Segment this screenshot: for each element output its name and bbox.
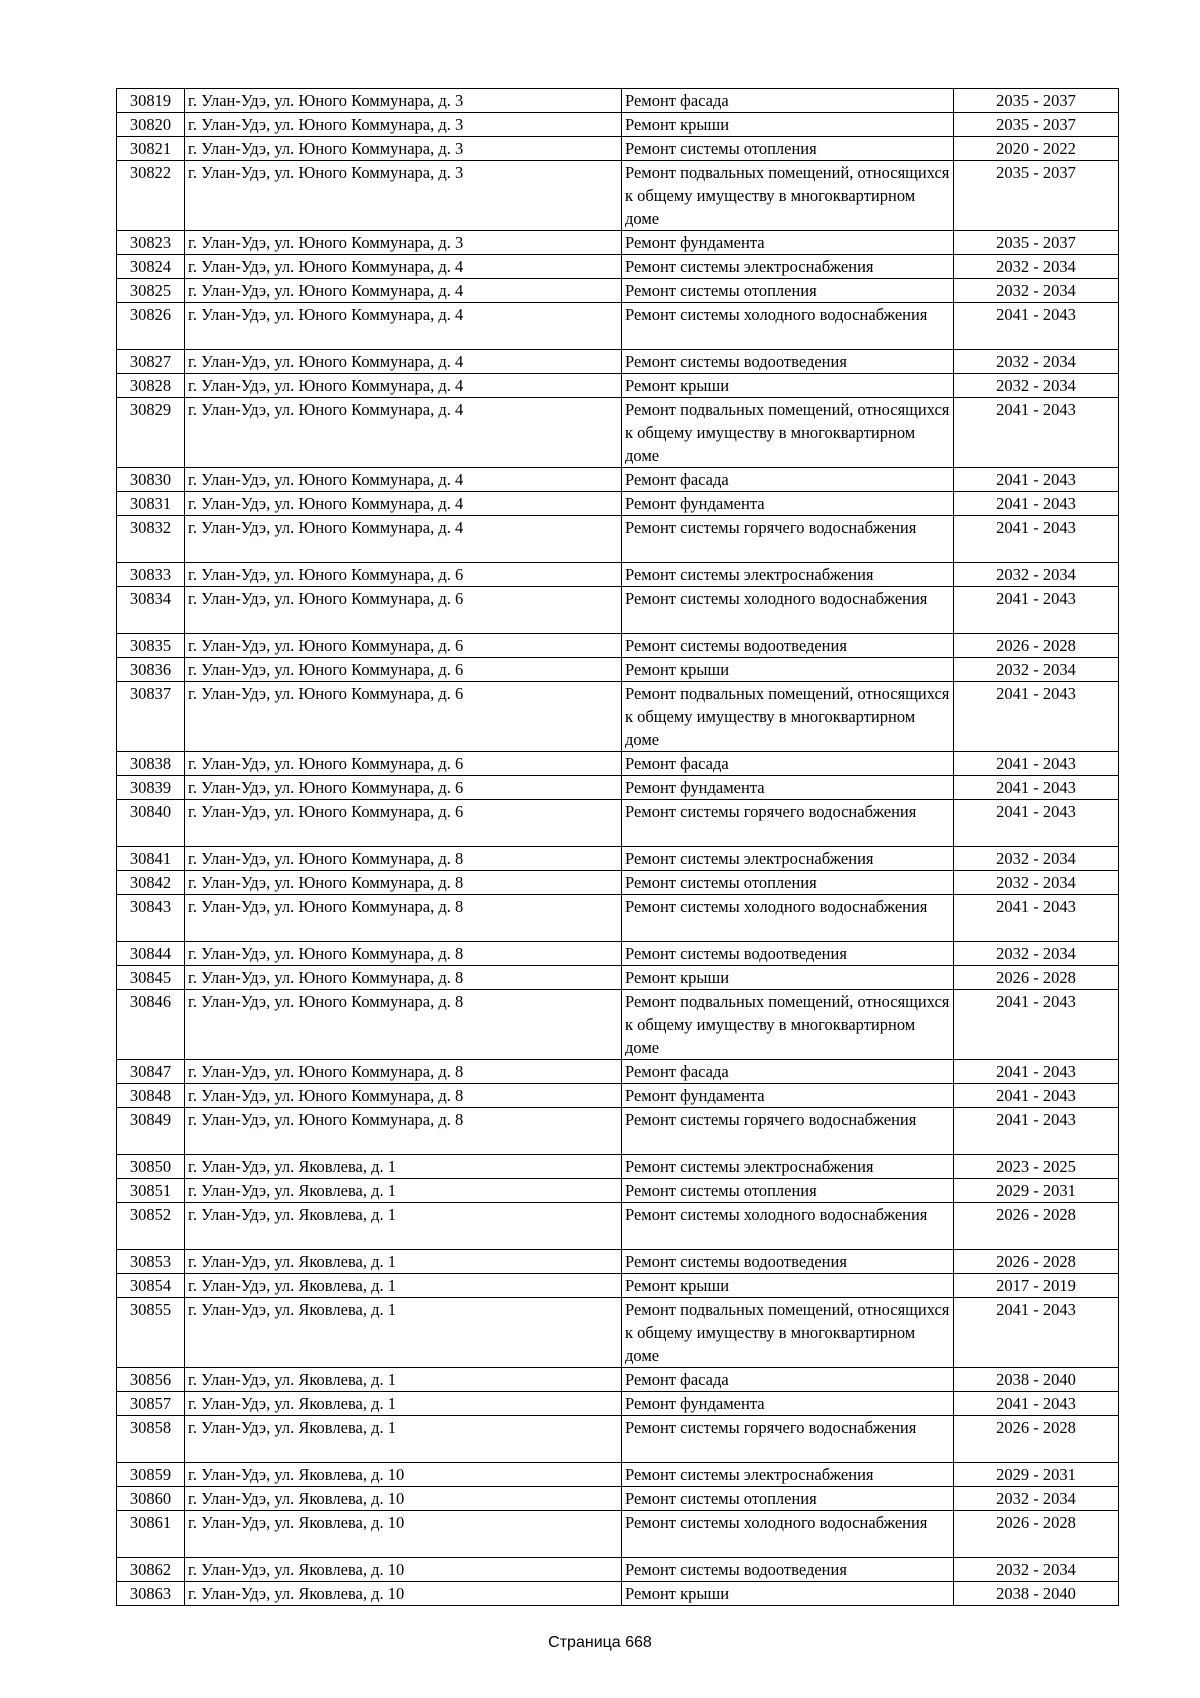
work-type-cell: Ремонт крыши bbox=[622, 966, 954, 990]
period-cell: 2041 - 2043 bbox=[954, 1108, 1119, 1155]
table-row bbox=[117, 587, 1119, 634]
work-type-cell: Ремонт системы водоотведения bbox=[622, 350, 954, 374]
address-cell: г. Улан-Удэ, ул. Яковлева, д. 1 bbox=[185, 1179, 622, 1203]
address-cell: г. Улан-Удэ, ул. Яковлева, д. 1 bbox=[185, 1250, 622, 1274]
work-type-cell: Ремонт системы водоотведения bbox=[622, 1558, 954, 1582]
table-row bbox=[117, 492, 1119, 516]
table-row bbox=[117, 398, 1119, 468]
table-row bbox=[117, 800, 1119, 847]
work-type-cell: Ремонт фундамента bbox=[622, 492, 954, 516]
table-row bbox=[117, 1368, 1119, 1392]
table-row bbox=[117, 990, 1119, 1060]
address-cell: г. Улан-Удэ, ул. Юного Коммунара, д. 3 bbox=[185, 137, 622, 161]
work-type-cell: Ремонт крыши bbox=[622, 1582, 954, 1606]
period-cell: 2041 - 2043 bbox=[954, 752, 1119, 776]
address-cell: г. Улан-Удэ, ул. Юного Коммунара, д. 4 bbox=[185, 255, 622, 279]
address-cell: г. Улан-Удэ, ул. Юного Коммунара, д. 8 bbox=[185, 871, 622, 895]
address-cell: г. Улан-Удэ, ул. Яковлева, д. 1 bbox=[185, 1155, 622, 1179]
row-number-cell: 30821 bbox=[117, 137, 185, 161]
work-type-cell: Ремонт подвальных помещений, относящихся к общему имуществу в многоквартирном доме bbox=[622, 682, 954, 752]
address-cell: г. Улан-Удэ, ул. Яковлева, д. 10 bbox=[185, 1558, 622, 1582]
period-cell: 2035 - 2037 bbox=[954, 231, 1119, 255]
address-cell: г. Улан-Удэ, ул. Юного Коммунара, д. 8 bbox=[185, 990, 622, 1060]
row-number-cell: 30853 bbox=[117, 1250, 185, 1274]
address-cell: г. Улан-Удэ, ул. Яковлева, д. 10 bbox=[185, 1487, 622, 1511]
work-type-cell: Ремонт системы горячего водоснабжения bbox=[622, 516, 954, 563]
work-type-cell: Ремонт фасада bbox=[622, 1060, 954, 1084]
table-row bbox=[117, 1179, 1119, 1203]
period-cell: 2026 - 2028 bbox=[954, 1250, 1119, 1274]
period-cell: 2026 - 2028 bbox=[954, 1416, 1119, 1463]
address-cell: г. Улан-Удэ, ул. Юного Коммунара, д. 6 bbox=[185, 682, 622, 752]
work-type-cell: Ремонт системы водоотведения bbox=[622, 942, 954, 966]
address-cell: г. Улан-Удэ, ул. Юного Коммунара, д. 6 bbox=[185, 752, 622, 776]
address-cell: г. Улан-Удэ, ул. Яковлева, д. 10 bbox=[185, 1463, 622, 1487]
table-body bbox=[117, 89, 1119, 1606]
table-row bbox=[117, 942, 1119, 966]
row-number-cell: 30822 bbox=[117, 161, 185, 231]
address-cell: г. Улан-Удэ, ул. Яковлева, д. 1 bbox=[185, 1368, 622, 1392]
table-row bbox=[117, 1060, 1119, 1084]
table-row bbox=[117, 303, 1119, 350]
address-cell: г. Улан-Удэ, ул. Юного Коммунара, д. 8 bbox=[185, 1060, 622, 1084]
period-cell: 2032 - 2034 bbox=[954, 350, 1119, 374]
period-cell: 2026 - 2028 bbox=[954, 634, 1119, 658]
period-cell: 2029 - 2031 bbox=[954, 1179, 1119, 1203]
period-cell: 2032 - 2034 bbox=[954, 942, 1119, 966]
table-row bbox=[117, 682, 1119, 752]
row-number-cell: 30836 bbox=[117, 658, 185, 682]
row-number-cell: 30819 bbox=[117, 89, 185, 113]
period-cell: 2041 - 2043 bbox=[954, 1298, 1119, 1368]
work-type-cell: Ремонт системы отопления bbox=[622, 871, 954, 895]
table-row bbox=[117, 1084, 1119, 1108]
row-number-cell: 30848 bbox=[117, 1084, 185, 1108]
work-type-cell: Ремонт системы электроснабжения bbox=[622, 563, 954, 587]
address-cell: г. Улан-Удэ, ул. Юного Коммунара, д. 4 bbox=[185, 350, 622, 374]
row-number-cell: 30850 bbox=[117, 1155, 185, 1179]
table-row bbox=[117, 468, 1119, 492]
row-number-cell: 30863 bbox=[117, 1582, 185, 1606]
address-cell: г. Улан-Удэ, ул. Яковлева, д. 1 bbox=[185, 1203, 622, 1250]
period-cell: 2032 - 2034 bbox=[954, 1487, 1119, 1511]
work-type-cell: Ремонт фундамента bbox=[622, 776, 954, 800]
table-row bbox=[117, 1463, 1119, 1487]
address-cell: г. Улан-Удэ, ул. Юного Коммунара, д. 8 bbox=[185, 1108, 622, 1155]
work-type-cell: Ремонт системы отопления bbox=[622, 1487, 954, 1511]
work-type-cell: Ремонт крыши bbox=[622, 374, 954, 398]
table-row bbox=[117, 1392, 1119, 1416]
period-cell: 2041 - 2043 bbox=[954, 1392, 1119, 1416]
period-cell: 2035 - 2037 bbox=[954, 113, 1119, 137]
table-row bbox=[117, 1416, 1119, 1463]
address-cell: г. Улан-Удэ, ул. Юного Коммунара, д. 6 bbox=[185, 563, 622, 587]
table-row bbox=[117, 563, 1119, 587]
address-cell: г. Улан-Удэ, ул. Юного Коммунара, д. 6 bbox=[185, 587, 622, 634]
row-number-cell: 30831 bbox=[117, 492, 185, 516]
address-cell: г. Улан-Удэ, ул. Юного Коммунара, д. 8 bbox=[185, 847, 622, 871]
table-row bbox=[117, 895, 1119, 942]
work-type-cell: Ремонт фасада bbox=[622, 1368, 954, 1392]
table-row bbox=[117, 776, 1119, 800]
work-type-cell: Ремонт системы отопления bbox=[622, 1179, 954, 1203]
row-number-cell: 30846 bbox=[117, 990, 185, 1060]
address-cell: г. Улан-Удэ, ул. Юного Коммунара, д. 4 bbox=[185, 303, 622, 350]
work-type-cell: Ремонт системы горячего водоснабжения bbox=[622, 1108, 954, 1155]
address-cell: г. Улан-Удэ, ул. Юного Коммунара, д. 3 bbox=[185, 231, 622, 255]
work-type-cell: Ремонт фасада bbox=[622, 89, 954, 113]
period-cell: 2032 - 2034 bbox=[954, 871, 1119, 895]
work-type-cell: Ремонт фасада bbox=[622, 752, 954, 776]
table-row bbox=[117, 1558, 1119, 1582]
row-number-cell: 30829 bbox=[117, 398, 185, 468]
table-row bbox=[117, 279, 1119, 303]
row-number-cell: 30845 bbox=[117, 966, 185, 990]
period-cell: 2032 - 2034 bbox=[954, 658, 1119, 682]
table-row bbox=[117, 1250, 1119, 1274]
work-type-cell: Ремонт подвальных помещений, относящихся к общему имуществу в многоквартирном доме bbox=[622, 990, 954, 1060]
row-number-cell: 30825 bbox=[117, 279, 185, 303]
period-cell: 2041 - 2043 bbox=[954, 468, 1119, 492]
table-row bbox=[117, 113, 1119, 137]
period-cell: 2029 - 2031 bbox=[954, 1463, 1119, 1487]
address-cell: г. Улан-Удэ, ул. Юного Коммунара, д. 4 bbox=[185, 468, 622, 492]
work-type-cell: Ремонт системы водоотведения bbox=[622, 634, 954, 658]
work-type-cell: Ремонт крыши bbox=[622, 1274, 954, 1298]
row-number-cell: 30827 bbox=[117, 350, 185, 374]
address-cell: г. Улан-Удэ, ул. Юного Коммунара, д. 8 bbox=[185, 1084, 622, 1108]
period-cell: 2038 - 2040 bbox=[954, 1368, 1119, 1392]
address-cell: г. Улан-Удэ, ул. Юного Коммунара, д. 8 bbox=[185, 942, 622, 966]
table-row bbox=[117, 137, 1119, 161]
period-cell: 2026 - 2028 bbox=[954, 966, 1119, 990]
work-type-cell: Ремонт системы холодного водоснабжения bbox=[622, 1511, 954, 1558]
period-cell: 2041 - 2043 bbox=[954, 303, 1119, 350]
table-row bbox=[117, 231, 1119, 255]
work-type-cell: Ремонт фундамента bbox=[622, 231, 954, 255]
work-type-cell: Ремонт системы электроснабжения bbox=[622, 1155, 954, 1179]
period-cell: 2023 - 2025 bbox=[954, 1155, 1119, 1179]
period-cell: 2041 - 2043 bbox=[954, 800, 1119, 847]
row-number-cell: 30862 bbox=[117, 1558, 185, 1582]
table-row bbox=[117, 374, 1119, 398]
row-number-cell: 30855 bbox=[117, 1298, 185, 1368]
row-number-cell: 30842 bbox=[117, 871, 185, 895]
work-type-cell: Ремонт системы отопления bbox=[622, 279, 954, 303]
row-number-cell: 30823 bbox=[117, 231, 185, 255]
row-number-cell: 30841 bbox=[117, 847, 185, 871]
work-type-cell: Ремонт фундамента bbox=[622, 1392, 954, 1416]
row-number-cell: 30833 bbox=[117, 563, 185, 587]
work-type-cell: Ремонт системы холодного водоснабжения bbox=[622, 303, 954, 350]
table-row bbox=[117, 1298, 1119, 1368]
address-cell: г. Улан-Удэ, ул. Яковлева, д. 1 bbox=[185, 1298, 622, 1368]
table-row bbox=[117, 1487, 1119, 1511]
work-type-cell: Ремонт системы электроснабжения bbox=[622, 1463, 954, 1487]
row-number-cell: 30851 bbox=[117, 1179, 185, 1203]
period-cell: 2026 - 2028 bbox=[954, 1203, 1119, 1250]
period-cell: 2041 - 2043 bbox=[954, 682, 1119, 752]
table-row bbox=[117, 1203, 1119, 1250]
table-row bbox=[117, 966, 1119, 990]
period-cell: 2032 - 2034 bbox=[954, 255, 1119, 279]
address-cell: г. Улан-Удэ, ул. Юного Коммунара, д. 4 bbox=[185, 516, 622, 563]
row-number-cell: 30856 bbox=[117, 1368, 185, 1392]
period-cell: 2035 - 2037 bbox=[954, 161, 1119, 231]
period-cell: 2041 - 2043 bbox=[954, 398, 1119, 468]
period-cell: 2032 - 2034 bbox=[954, 374, 1119, 398]
work-type-cell: Ремонт крыши bbox=[622, 658, 954, 682]
row-number-cell: 30857 bbox=[117, 1392, 185, 1416]
address-cell: г. Улан-Удэ, ул. Яковлева, д. 1 bbox=[185, 1416, 622, 1463]
page-number: Страница 668 bbox=[548, 1634, 652, 1651]
row-number-cell: 30847 bbox=[117, 1060, 185, 1084]
work-type-cell: Ремонт системы электроснабжения bbox=[622, 847, 954, 871]
row-number-cell: 30834 bbox=[117, 587, 185, 634]
address-cell: г. Улан-Удэ, ул. Юного Коммунара, д. 6 bbox=[185, 658, 622, 682]
row-number-cell: 30849 bbox=[117, 1108, 185, 1155]
table-row bbox=[117, 1582, 1119, 1606]
address-cell: г. Улан-Удэ, ул. Юного Коммунара, д. 3 bbox=[185, 89, 622, 113]
period-cell: 2032 - 2034 bbox=[954, 847, 1119, 871]
table-row bbox=[117, 634, 1119, 658]
work-type-cell: Ремонт системы горячего водоснабжения bbox=[622, 800, 954, 847]
address-cell: г. Улан-Удэ, ул. Юного Коммунара, д. 4 bbox=[185, 279, 622, 303]
period-cell: 2041 - 2043 bbox=[954, 895, 1119, 942]
row-number-cell: 30858 bbox=[117, 1416, 185, 1463]
period-cell: 2041 - 2043 bbox=[954, 776, 1119, 800]
work-type-cell: Ремонт системы водоотведения bbox=[622, 1250, 954, 1274]
address-cell: г. Улан-Удэ, ул. Яковлева, д. 1 bbox=[185, 1274, 622, 1298]
address-cell: г. Улан-Удэ, ул. Юного Коммунара, д. 6 bbox=[185, 800, 622, 847]
period-cell: 2035 - 2037 bbox=[954, 89, 1119, 113]
table-row bbox=[117, 161, 1119, 231]
period-cell: 2041 - 2043 bbox=[954, 587, 1119, 634]
address-cell: г. Улан-Удэ, ул. Юного Коммунара, д. 3 bbox=[185, 113, 622, 137]
period-cell: 2026 - 2028 bbox=[954, 1511, 1119, 1558]
work-type-cell: Ремонт системы электроснабжения bbox=[622, 255, 954, 279]
address-cell: г. Улан-Удэ, ул. Юного Коммунара, д. 4 bbox=[185, 398, 622, 468]
table-row bbox=[117, 1511, 1119, 1558]
work-type-cell: Ремонт системы холодного водоснабжения bbox=[622, 587, 954, 634]
address-cell: г. Улан-Удэ, ул. Юного Коммунара, д. 4 bbox=[185, 374, 622, 398]
row-number-cell: 30826 bbox=[117, 303, 185, 350]
row-number-cell: 30835 bbox=[117, 634, 185, 658]
period-cell: 2020 - 2022 bbox=[954, 137, 1119, 161]
table-row bbox=[117, 658, 1119, 682]
address-cell: г. Улан-Удэ, ул. Юного Коммунара, д. 6 bbox=[185, 634, 622, 658]
period-cell: 2041 - 2043 bbox=[954, 516, 1119, 563]
work-type-cell: Ремонт системы холодного водоснабжения bbox=[622, 895, 954, 942]
row-number-cell: 30859 bbox=[117, 1463, 185, 1487]
table-row bbox=[117, 871, 1119, 895]
work-type-cell: Ремонт системы горячего водоснабжения bbox=[622, 1416, 954, 1463]
period-cell: 2041 - 2043 bbox=[954, 990, 1119, 1060]
period-cell: 2041 - 2043 bbox=[954, 1084, 1119, 1108]
work-type-cell: Ремонт подвальных помещений, относящихся к общему имуществу в многоквартирном доме bbox=[622, 398, 954, 468]
table-row bbox=[117, 847, 1119, 871]
work-type-cell: Ремонт системы холодного водоснабжения bbox=[622, 1203, 954, 1250]
address-cell: г. Улан-Удэ, ул. Яковлева, д. 10 bbox=[185, 1582, 622, 1606]
table-row bbox=[117, 1108, 1119, 1155]
period-cell: 2032 - 2034 bbox=[954, 563, 1119, 587]
work-type-cell: Ремонт фасада bbox=[622, 468, 954, 492]
row-number-cell: 30843 bbox=[117, 895, 185, 942]
repair-schedule-table bbox=[116, 88, 1119, 1606]
address-cell: г. Улан-Удэ, ул. Юного Коммунара, д. 6 bbox=[185, 776, 622, 800]
table-row bbox=[117, 752, 1119, 776]
work-type-cell: Ремонт системы отопления bbox=[622, 137, 954, 161]
table-row bbox=[117, 1274, 1119, 1298]
row-number-cell: 30828 bbox=[117, 374, 185, 398]
table-row bbox=[117, 350, 1119, 374]
work-type-cell: Ремонт фундамента bbox=[622, 1084, 954, 1108]
row-number-cell: 30860 bbox=[117, 1487, 185, 1511]
period-cell: 2032 - 2034 bbox=[954, 279, 1119, 303]
row-number-cell: 30854 bbox=[117, 1274, 185, 1298]
address-cell: г. Улан-Удэ, ул. Яковлева, д. 1 bbox=[185, 1392, 622, 1416]
address-cell: г. Улан-Удэ, ул. Юного Коммунара, д. 8 bbox=[185, 966, 622, 990]
table-row bbox=[117, 89, 1119, 113]
row-number-cell: 30844 bbox=[117, 942, 185, 966]
row-number-cell: 30840 bbox=[117, 800, 185, 847]
period-cell: 2041 - 2043 bbox=[954, 1060, 1119, 1084]
work-type-cell: Ремонт крыши bbox=[622, 113, 954, 137]
row-number-cell: 30837 bbox=[117, 682, 185, 752]
row-number-cell: 30820 bbox=[117, 113, 185, 137]
address-cell: г. Улан-Удэ, ул. Юного Коммунара, д. 4 bbox=[185, 492, 622, 516]
row-number-cell: 30832 bbox=[117, 516, 185, 563]
table-row bbox=[117, 1155, 1119, 1179]
row-number-cell: 30852 bbox=[117, 1203, 185, 1250]
address-cell: г. Улан-Удэ, ул. Юного Коммунара, д. 3 bbox=[185, 161, 622, 231]
row-number-cell: 30824 bbox=[117, 255, 185, 279]
table-row bbox=[117, 516, 1119, 563]
address-cell: г. Улан-Удэ, ул. Яковлева, д. 10 bbox=[185, 1511, 622, 1558]
work-type-cell: Ремонт подвальных помещений, относящихся к общему имуществу в многоквартирном доме bbox=[622, 1298, 954, 1368]
period-cell: 2038 - 2040 bbox=[954, 1582, 1119, 1606]
row-number-cell: 30838 bbox=[117, 752, 185, 776]
table-row bbox=[117, 255, 1119, 279]
address-cell: г. Улан-Удэ, ул. Юного Коммунара, д. 8 bbox=[185, 895, 622, 942]
period-cell: 2032 - 2034 bbox=[954, 1558, 1119, 1582]
row-number-cell: 30861 bbox=[117, 1511, 185, 1558]
period-cell: 2041 - 2043 bbox=[954, 492, 1119, 516]
row-number-cell: 30839 bbox=[117, 776, 185, 800]
row-number-cell: 30830 bbox=[117, 468, 185, 492]
work-type-cell: Ремонт подвальных помещений, относящихся к общему имуществу в многоквартирном доме bbox=[622, 161, 954, 231]
period-cell: 2017 - 2019 bbox=[954, 1274, 1119, 1298]
